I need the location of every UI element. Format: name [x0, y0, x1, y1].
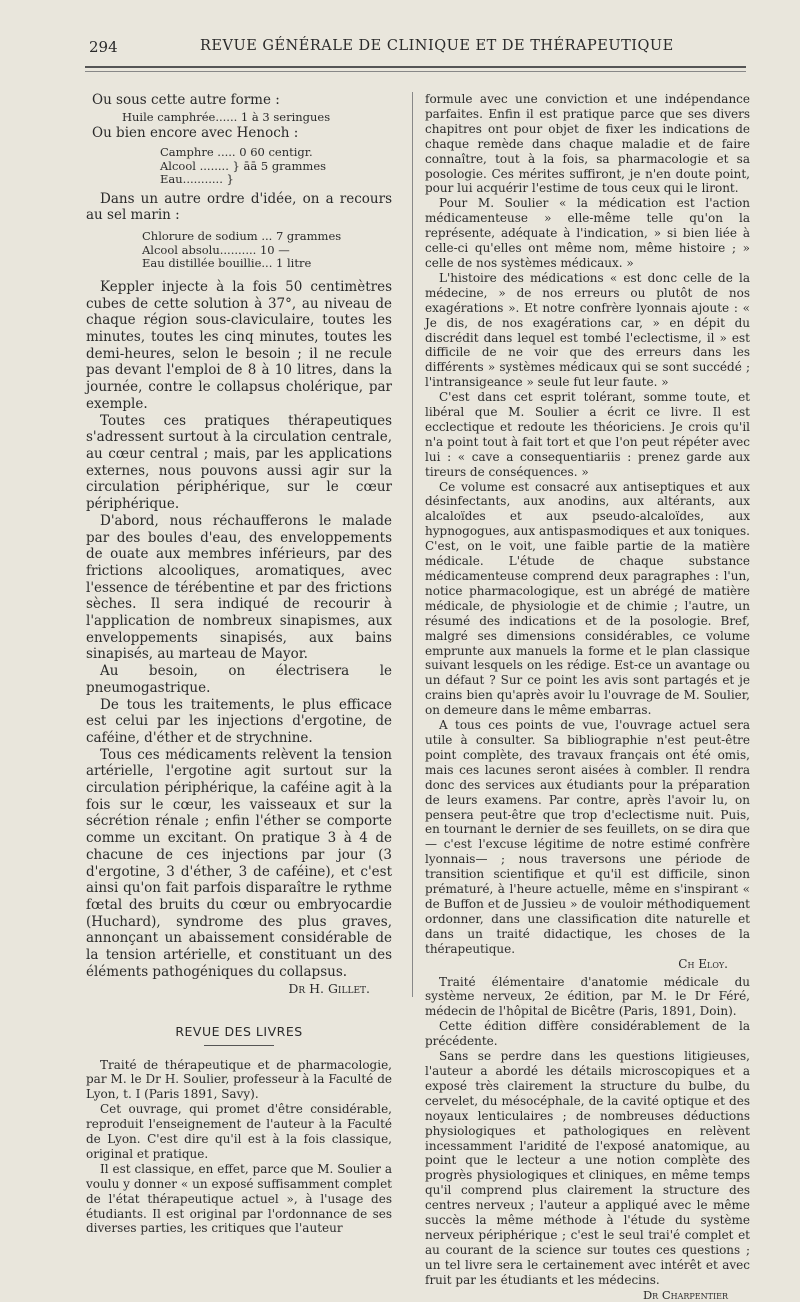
paragraph-medicaments: Tous ces médicaments relèvent la tension artérielle, l'ergotine agit surtout sur la circulation périphérique, la caféine agit à la fois sur le cœur, les vaisseaux et sur la sécrétion rénale ; enfin l'éther se comporte comme un excitant. On pratique 3 à 4 de chacune de ces injections par jour (3 d'ergotine, 3 d'éther, 3 de caféine), et c'est ainsi qu'on fait parfois disparaître le rythme fœtal des bruits du cœur ou embryocardie (Huchard), syndrome des plus graves, annonçant un abaissement considérable de la tension artérielle, et constituant un des éléments pathogéniques du collapsus. [86, 746, 392, 980]
paragraph-histoire: L'histoire des médications « est donc celle de la médecine, » de nos erreurs ou plutôt de nos exagérations ». Et notre confrère lyonnais ajoute : « Je dis, de nos exagérations car, » en dépit du discrédit dans lequel est tombé l'eclectisme, il » est difficile de ne voir que des erreurs dans les différents » systèmes médicaux qui se sont succédé ; l'intransigeance » seule fut leur faute. » [425, 270, 750, 390]
paragraph-points: A tous ces points de vue, l'ouvrage actuel sera utile à consulter. Sa bibliographie n'est peut-être point complète, des travaux français ont été omis, mais ces lacunes seront aisées à combler. Il rendra donc des services aux étudiants pour la préparation de leurs examens. Par contre, après l'avoir lu, on pensera peut-être que trop d'eclectisme nuit. Puis, en tournant le dernier de ses feuillets, on se dira que — c'est l'excuse légitime de notre estimé confrère lyonnais— ; nous traversons une période de transition scientifique et qu'il est difficile, sinon prématuré, à l'heure actuelle, même en s'inspirant « de Buffon et de Jussieu » de vouloir méthodiquement ordonner, dans une classification dite naturelle et dans un traité didactique, les choses de la thérapeutique. [425, 718, 750, 956]
recipe-line: Eau........... } [160, 172, 234, 187]
paragraph-besoin: Au besoin, on électrisera le pneumogastrique. [86, 663, 392, 696]
recipe-camphor-oil [86, 111, 392, 125]
paragraph-abord: D'abord, nous réchaufferons le malade par des boules d'eau, des enveloppements de ouate aux membres inférieurs, par des frictions alcooliques, aromatiques, avec l'essence de térébentine et par des frictions sèches. Il sera indiqué de recourir à l'application de nombreux sinapismes, aux enveloppements sinapisés, aux bains sinapisés, au marteau de Mayor. [86, 512, 392, 663]
running-title: REVUE GÉNÉRALE DE CLINIQUE ET DE THÉRAPEUTIQUE [200, 38, 674, 54]
book-entry-fere: Traité élémentaire d'anatomie médicale du système nerveux, 2e édition, par M. le Dr Féré, médecin de l'hôpital de Bicêtre (Paris, 1891, Doin). [425, 974, 750, 1019]
book-entry-soulier: Traité de thérapeutique et de pharmacologie, par M. le Dr H. Soulier, professeur à la Faculté de Lyon, t. I (Paris 1891, Savy). [86, 1057, 392, 1102]
paragraph-pratiques: Toutes ces pratiques thérapeutiques s'adressent surtout à la circulation centrale, au cœur central ; mais, par les applications externes, nous pouvons aussi agir sur la circulation périphérique, sur le cœur périphérique. [86, 412, 392, 513]
paragraph-formule: formule avec une conviction et une indépendance parfaites. Enfin il est pratique parce que ses divers chapitres ont pour objet de fixer les indications de chaque remède dans chaque maladie et de faire connaître, tout à la fois, sa pharmacologie et sa posologie. Ces mérites suffiront, je n'en doute point, pour lui acquérir l'estime de tous ceux qui le liront. [425, 92, 750, 196]
column-separator [412, 92, 413, 997]
paragraph-traitements: De tous les traitements, le plus efficace est celui par les injections d'ergotine, de caféine, d'éther et de strychnine. [86, 696, 392, 746]
recipe-line: Alcool absolu.......... 10 — [142, 242, 290, 257]
paragraph-esprit: C'est dans cet esprit tolérant, somme toute, et libéral que M. Soulier a écrit ce livre. Il est ecclectique et redoute les théoriciens. Je crois qu'il n'a point tout à fait tort et que l'on peut répéter avec lui : « cave a consequentiariis : prenez garde aux tireurs de conséquences. » [425, 390, 750, 479]
recipe-line: Alcool ........ } āā 5 grammes [160, 158, 327, 173]
right-column [425, 92, 750, 1302]
section-title: REVUE DES LIVRES [175, 1023, 303, 1039]
recipe-line: Huile camphrée...... 1 à 3 seringues [122, 109, 331, 124]
recipe-saline [86, 230, 392, 271]
left-column [86, 92, 392, 1236]
paragraph-keppler: Keppler injecte à la fois 50 centimètres cubes de cette solution à 37°, au niveau de chaque région sous-claviculaire, toutes les minutes, toutes les cinq minutes, toutes les demi-heures, selon le besoin ; il ne recule pas devant l'emploi de 8 à 10 litres, dans la journée, contre le collapsus cholérique, par exemple. [86, 278, 392, 412]
header-rule-thin [85, 71, 746, 72]
signature-charpentier: Dr Charpentier [642, 1287, 728, 1302]
recipe-line: Camphre ..... 0 60 centigr. [160, 145, 313, 159]
section-rule [204, 1045, 274, 1046]
header-rule [85, 66, 746, 68]
paragraph-sel-marin: Dans un autre ordre d'idée, on a recours au sel marin : [86, 190, 392, 224]
paragraph-volume: Ce volume est consacré aux antiseptiques et aux désinfectants, aux anodins, aux altérants, aux alcaloïdes et aux pseudo-alcaloïdes, aux hypnogogues, aux antispasmodiques et aux toniques. C'est, on le voit, une faible partie de la matière médicale. L'étude de chaque substance médicamenteuse comprend deux paragraphes : l'un, notice pharmacologique, est un abrégé de matière médicale, de physiologie et de chimie ; l'autre, un résumé des indications et de la posologie. Bref, malgré ses dimensions considérables, ce volume emprunte aux manuels la forme et le plan classique suivant lesquels on les rédige. Est-ce un avantage ou un défaut ? Sur ce point les avis sont partagés et je crains bien qu'après avoir lu l'ouvrage de M. Soulier, on demeure dans le même embarras. [425, 479, 750, 718]
paragraph-classique: Il est classique, en effet, parce que M. Soulier a voulu y donner « un exposé suffisamment complet de l'état thérapeutique actuel », à l'usage des étudiants. Il est original par l'ordonnance de ses diverses parties, les critiques que l'auteur [86, 1161, 392, 1236]
intro-text-1: Ou sous cette autre forme : [92, 92, 280, 108]
intro-text-2: Ou bien encore avec Henoch : [92, 125, 299, 142]
signature-eloy: Ch Eloy. [678, 956, 728, 971]
paragraph-ouvrage: Cet ouvrage, qui promet d'être considérable, reproduit l'enseignement de l'auteur à la Faculté de Lyon. C'est dire qu'il est à la fois classique, original et pratique. [86, 1102, 392, 1161]
page-number: 294 [89, 38, 118, 56]
paragraph-sans: Sans se perdre dans les questions litigieuses, l'auteur a abordé les détails microscopiques et a exposé très clairement la structure du bulbe, du cervelet, du mésocéphale, de la cavité optique et des noyaux lenticulaires ; de nombreuses déductions physiologiques et pathologiques en relèvent incessamment l'aridité de l'exposé anatomique, au point que le lecteur a une notion complète des progrès physiologiques et cliniques, en même temps qu'il comprend plus clairement la structure des centres nerveux ; l'auteur a appliqué avec le même succès la même méthode à l'étude du système nerveux périphérique ; c'est le seul trai'é complet et au courant de la science sur toutes ces questions ; un tel livre sera le certainement avec intérêt et avec fruit par les étudiants et les médecins. [425, 1049, 750, 1287]
paragraph-medication: Pour M. Soulier « la médication est l'action médicamenteuse » elle-même telle qu'on la représente, adéquate à l'indication, » si bien liée à celle-ci qu'elles ont même nom, même histoire ; » celle de nos systèmes médicaux. » [425, 196, 750, 270]
recipe-line: Eau distillée bouillie... 1 litre [142, 256, 312, 271]
paragraph-edition: Cette édition diffère considérablement de la précédente. [425, 1019, 750, 1049]
signature-gillet: Dr H. Gillet. [288, 980, 370, 996]
recipe-line: Chlorure de sodium ... 7 grammes [142, 229, 342, 244]
recipe-henoch [86, 146, 392, 187]
